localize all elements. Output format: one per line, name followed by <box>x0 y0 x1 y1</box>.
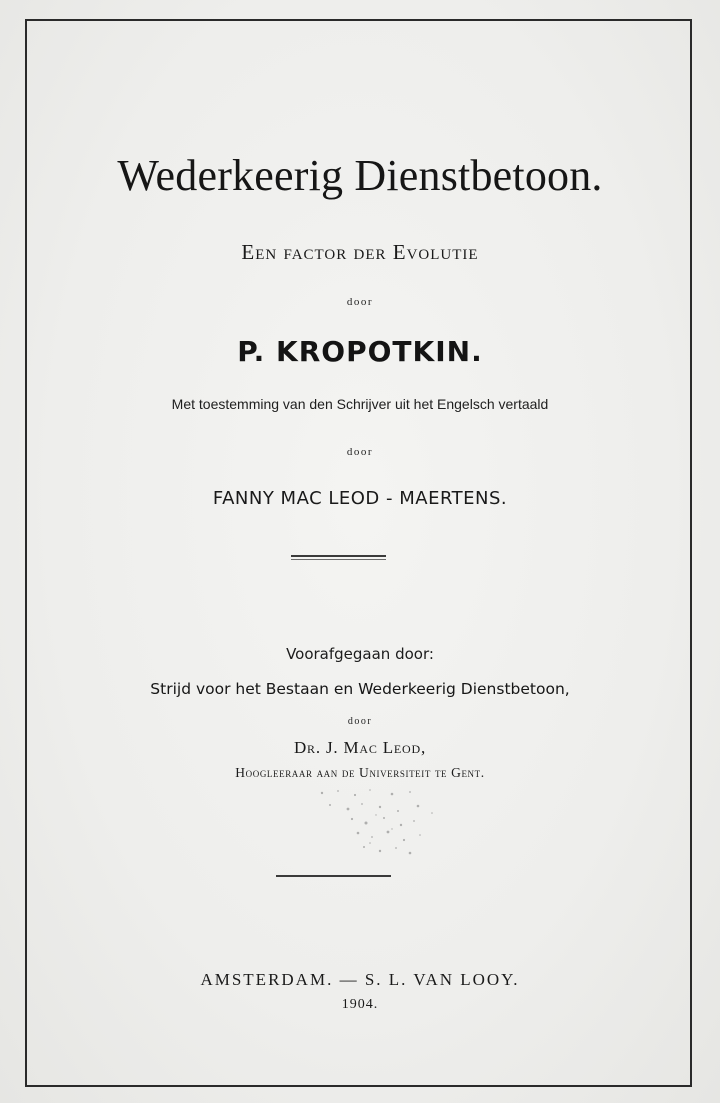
ornamental-divider-top <box>291 555 386 557</box>
by-label-author: door <box>346 296 374 308</box>
by-label-translator: door <box>346 446 374 458</box>
preface-author-affiliation: Hoogleeraar aan de Universiteit te Gent. <box>235 765 485 780</box>
book-title: Wederkeerig Dienstbetoon. <box>117 151 603 200</box>
faded-library-stamp <box>300 785 460 860</box>
publisher-imprint: AMSTERDAM. — S. L. VAN LOOY. <box>200 970 520 989</box>
preceded-by-label: Voorafgegaan door: <box>286 645 434 663</box>
preface-essay-title: Strijd voor het Bestaan en Wederkeerig Dienstbetoon, <box>150 680 570 698</box>
by-label-preface: door <box>347 716 373 727</box>
translation-permission-note: Met toestemming van den Schrijver uit het Engelsch vertaald <box>171 396 549 412</box>
preface-author-name: Dr. J. Mac Leod, <box>293 738 427 757</box>
translator-name: FANNY MAC LEOD - MAERTENS. <box>212 488 508 509</box>
book-subtitle: Een factor der Evolutie <box>241 240 479 264</box>
author-name: P. KROPOTKIN. <box>237 335 483 368</box>
ornamental-divider-bottom <box>276 875 391 877</box>
ornamental-divider-top-thin <box>291 559 386 560</box>
publication-year: 1904. <box>341 997 379 1012</box>
